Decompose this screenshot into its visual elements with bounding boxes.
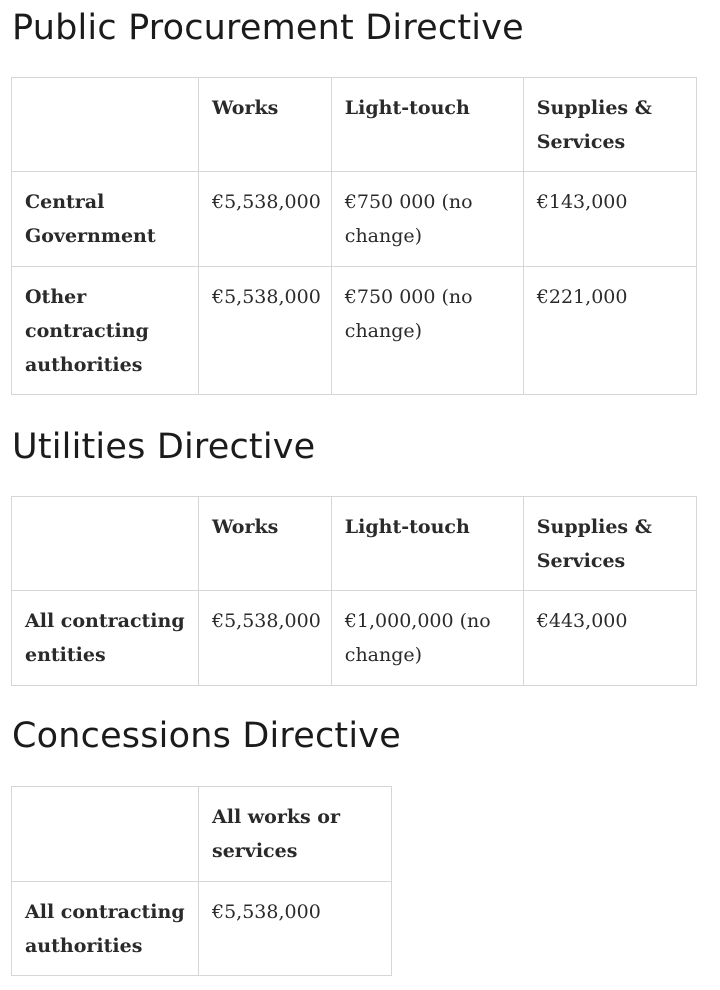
- row-label: Other contracting authorities: [12, 267, 199, 395]
- table-row: [12, 172, 697, 267]
- concessions-threshold-table: [11, 786, 392, 976]
- row-label: All contracting entities: [12, 591, 199, 686]
- ppd-title: Public Procurement Directive: [12, 8, 524, 48]
- all-works-services-value: €5,538,000: [199, 882, 392, 976]
- table-header-row: [12, 497, 697, 591]
- header-cell-blank: [12, 497, 199, 591]
- header-cell-all-works-services: All works or services: [199, 787, 392, 882]
- supplies-services-value: €143,000: [523, 172, 696, 267]
- table-row: [12, 591, 697, 686]
- row-label: Central Government: [12, 172, 199, 267]
- utilities-threshold-table: [11, 496, 697, 686]
- header-cell-blank: [12, 78, 199, 172]
- table-header-row: [12, 78, 697, 172]
- supplies-services-value: €443,000: [523, 591, 696, 686]
- header-cell-light-touch: Light-touch: [331, 497, 523, 591]
- row-label: All contracting authorities: [12, 882, 199, 976]
- works-value: €5,538,000: [199, 172, 332, 267]
- concessions-title: Concessions Directive: [12, 716, 401, 756]
- light-touch-value: €1,000,000 (no change): [331, 591, 523, 686]
- header-cell-supplies-services: Supplies & Services: [523, 78, 696, 172]
- supplies-services-value: €221,000: [523, 267, 696, 395]
- header-cell-works: Works: [199, 78, 332, 172]
- header-cell-blank: [12, 787, 199, 882]
- ppd-threshold-table: [11, 77, 697, 395]
- table-row: [12, 267, 697, 395]
- light-touch-value: €750 000 (no change): [331, 267, 523, 395]
- header-cell-works: Works: [199, 497, 332, 591]
- light-touch-value: €750 000 (no change): [331, 172, 523, 267]
- works-value: €5,538,000: [199, 591, 332, 686]
- table-header-row: [12, 787, 392, 882]
- utilities-title: Utilities Directive: [12, 427, 316, 467]
- header-cell-light-touch: Light-touch: [331, 78, 523, 172]
- table-row: [12, 882, 392, 976]
- header-cell-supplies-services: Supplies & Services: [523, 497, 696, 591]
- works-value: €5,538,000: [199, 267, 332, 395]
